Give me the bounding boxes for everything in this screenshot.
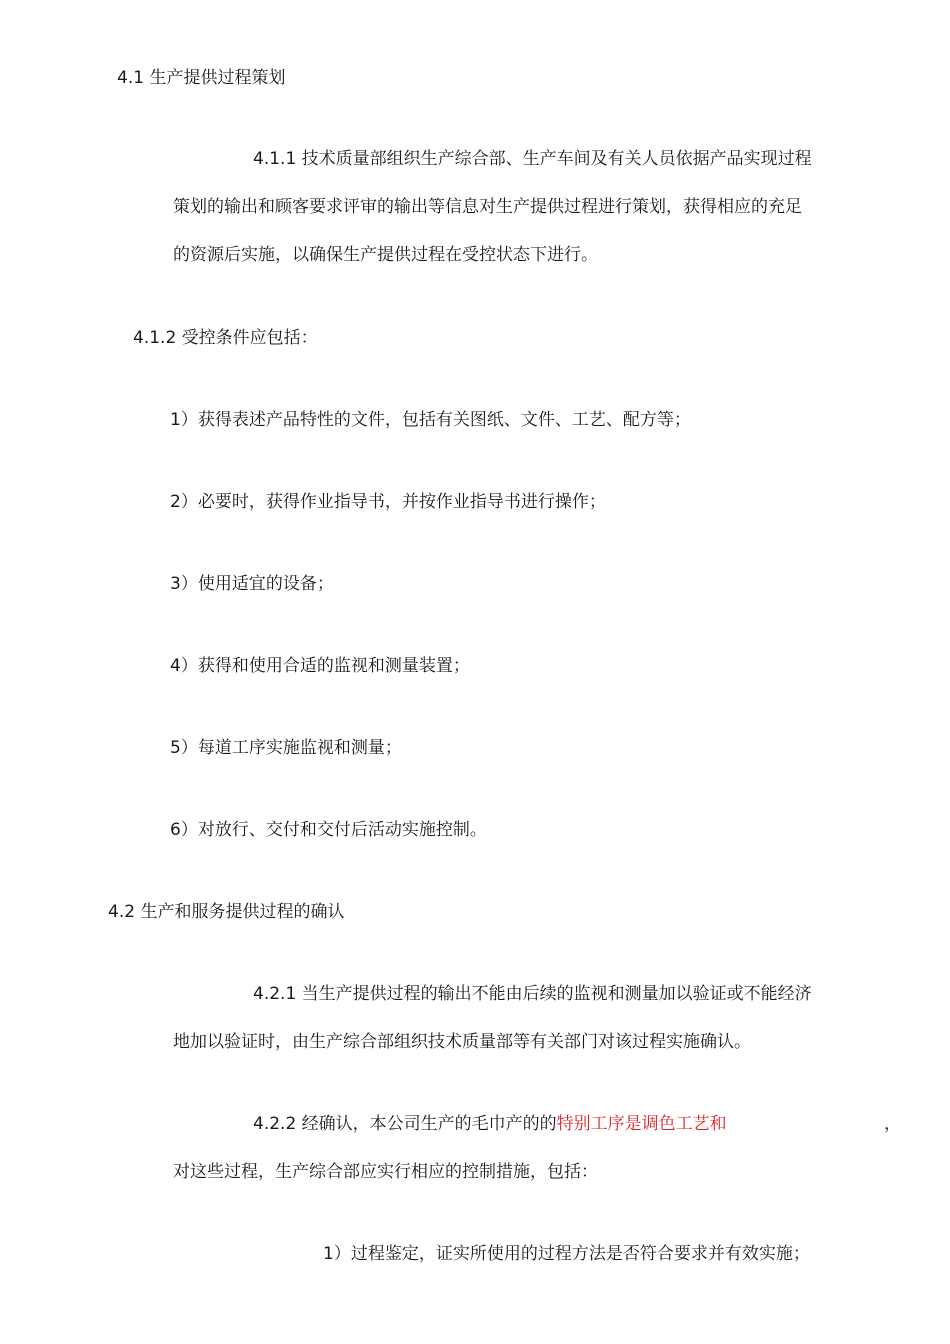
paragraph-4-2-2-trailing-comma: ， [884, 1114, 901, 1134]
paragraph-4-2-2-line-2: 对这些过程，生产综合部应实行相应的控制措施，包括： [173, 1162, 598, 1182]
section-4-1-heading: 4.1 生产提供过程策划 [117, 68, 286, 88]
paragraph-4-2-2-line-1 [253, 1112, 727, 1136]
section-4-2-heading: 4.2 生产和服务提供过程的确认 [108, 902, 345, 922]
paragraph-4-1-1-line-2: 策划的输出和顾客要求评审的输出等信息对生产提供过程进行策划，获得相应的充足 [173, 197, 802, 217]
list-item: 1）过程鉴定，证实所使用的过程方法是否符合要求并有效实施； [323, 1244, 810, 1264]
highlighted-special-process: 特别工序是调色工艺和 [556, 1114, 727, 1134]
list-item: 5）每道工序实施监视和测量； [170, 738, 402, 758]
list-item: 4）获得和使用合适的监视和测量装置； [170, 656, 470, 676]
paragraph-4-2-2-prefix: 4.2.2 经确认，本公司生产的毛巾产的的 [253, 1114, 557, 1134]
paragraph-4-2-1-line-1: 4.2.1 当生产提供过程的输出不能由后续的监视和测量加以验证或不能经济 [253, 984, 812, 1004]
list-item: 1）获得表述产品特性的文件，包括有关图纸、文件、工艺、配方等； [170, 410, 691, 430]
list-item: 6）对放行、交付和交付后活动实施控制。 [170, 820, 487, 840]
section-4-1-2-heading: 4.1.2 受控条件应包括： [133, 328, 318, 348]
paragraph-4-1-1-line-1: 4.1.1 技术质量部组织生产综合部、生产车间及有关人员依据产品实现过程 [253, 149, 812, 169]
paragraph-4-1-1-line-3: 的资源后实施，以确保生产提供过程在受控状态下进行。 [173, 245, 598, 265]
paragraph-4-2-1-line-2: 地加以验证时，由生产综合部组织技术质量部等有关部门对该过程实施确认。 [173, 1032, 751, 1052]
list-item: 3）使用适宜的设备； [170, 574, 334, 594]
list-item: 2）必要时，获得作业指导书，并按作业指导书进行操作； [170, 492, 606, 512]
